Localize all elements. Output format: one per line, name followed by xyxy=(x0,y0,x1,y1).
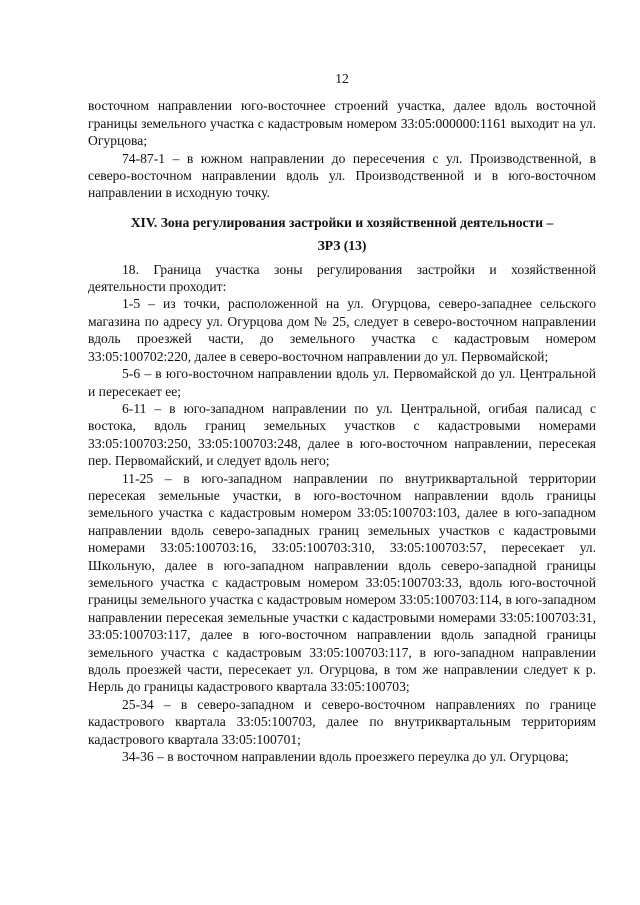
paragraph-segment-25-34: 25-34 – в северо-западном и северо-восточном направлениях по границе кадастрового квартала 33:05:100703, далее по внутриквартальным территориям кадастрового квартала 33:05:100701; xyxy=(88,696,596,747)
paragraph-item-18: 18. Граница участка зоны регулирования застройки и хозяйственной деятельности проходит: xyxy=(88,261,596,295)
paragraph-segment-5-6: 5-6 – в юго-восточном направлении вдоль ул. Первомайской до ул. Центральной и пересекает ее; xyxy=(88,366,596,399)
section-heading: XIV. Зона регулирования застройки и хозяйственной деятельности – xyxy=(130,214,554,230)
paragraph-segment-34-36: 34-36 – в восточном направлении вдоль проезжего переулка до ул. Огурцова; xyxy=(122,749,569,765)
page-number: 12 xyxy=(335,71,349,86)
paragraph-segment-1-5: 1-5 – из точки, расположенной на ул. Огурцова, северо-западнее сельского магазина по адресу ул. Огурцова дом № 25, следует в северо-восточном направлении вдоль проезжей части, до земельного участка с кадастровым номером 33:05:100702:220, далее в северо-восточном направлении до ул. Первомайской; xyxy=(88,296,596,364)
paragraph-segment-6-11: 6-11 – в юго-западном направлении по ул. Центральной, огибая палисад с востока, вдоль границ земельных участков с кадастровыми номерами 33:05:100703:250, 33:05:100703:248, далее в юго-восточном направлении, пересекая пер. Первомайский, и следует вдоль него; xyxy=(88,400,596,469)
paragraph-continuation: восточном направлении юго-восточнее строений участка, далее вдоль восточной границы земельного участка с кадастровым номером 33:05:000000:1161 выходит на ул. Огурцова; xyxy=(88,98,596,149)
paragraph-segment-74-87-1: 74-87-1 – в южном направлении до пересечения с ул. Производственной, в северо-восточном направлении вдоль ул. Производственной и в юго-восточном направлении в исходную точку. xyxy=(88,150,596,201)
paragraph-segment-11-25: 11-25 – в юго-западном направлении по внутриквартальной территории пересекая земельные участки, в юго-восточном направлении вдоль границы земельного участка с кадастровым номером 33:05:100703:103, далее в юго-западном направлении вдоль северо-западных границ земельных участков с кадастровыми номерами 33:05:100703:16, 33:05:100703:310, 33:05:100703:57, пересекает ул. Школьную, далее в юго-западном направлении вдоль северо-западной границы земельного участка с кадастровым номером 33:05:100703:33, вдоль юго-восточной границы земельного участка с кадастровым номером 33:05:100703:114, в юго-западном направлении пересекая земельные участки с кадастровыми номерами 33:05:100703:31, 33:05:100703:117, далее в юго-восточном направлении вдоль западной границы земельного участка с кадастровым 33:05:100703:117, в юго-западном направлении вдоль проезжей части, пересекает ул. Огурцова, в том же направлении следует к р. Нерль до границы кадастрового квартала 33:05:100703; xyxy=(88,470,596,695)
document-page xyxy=(88,70,596,765)
section-heading-zone-code: ЗРЗ (13) xyxy=(317,238,367,254)
